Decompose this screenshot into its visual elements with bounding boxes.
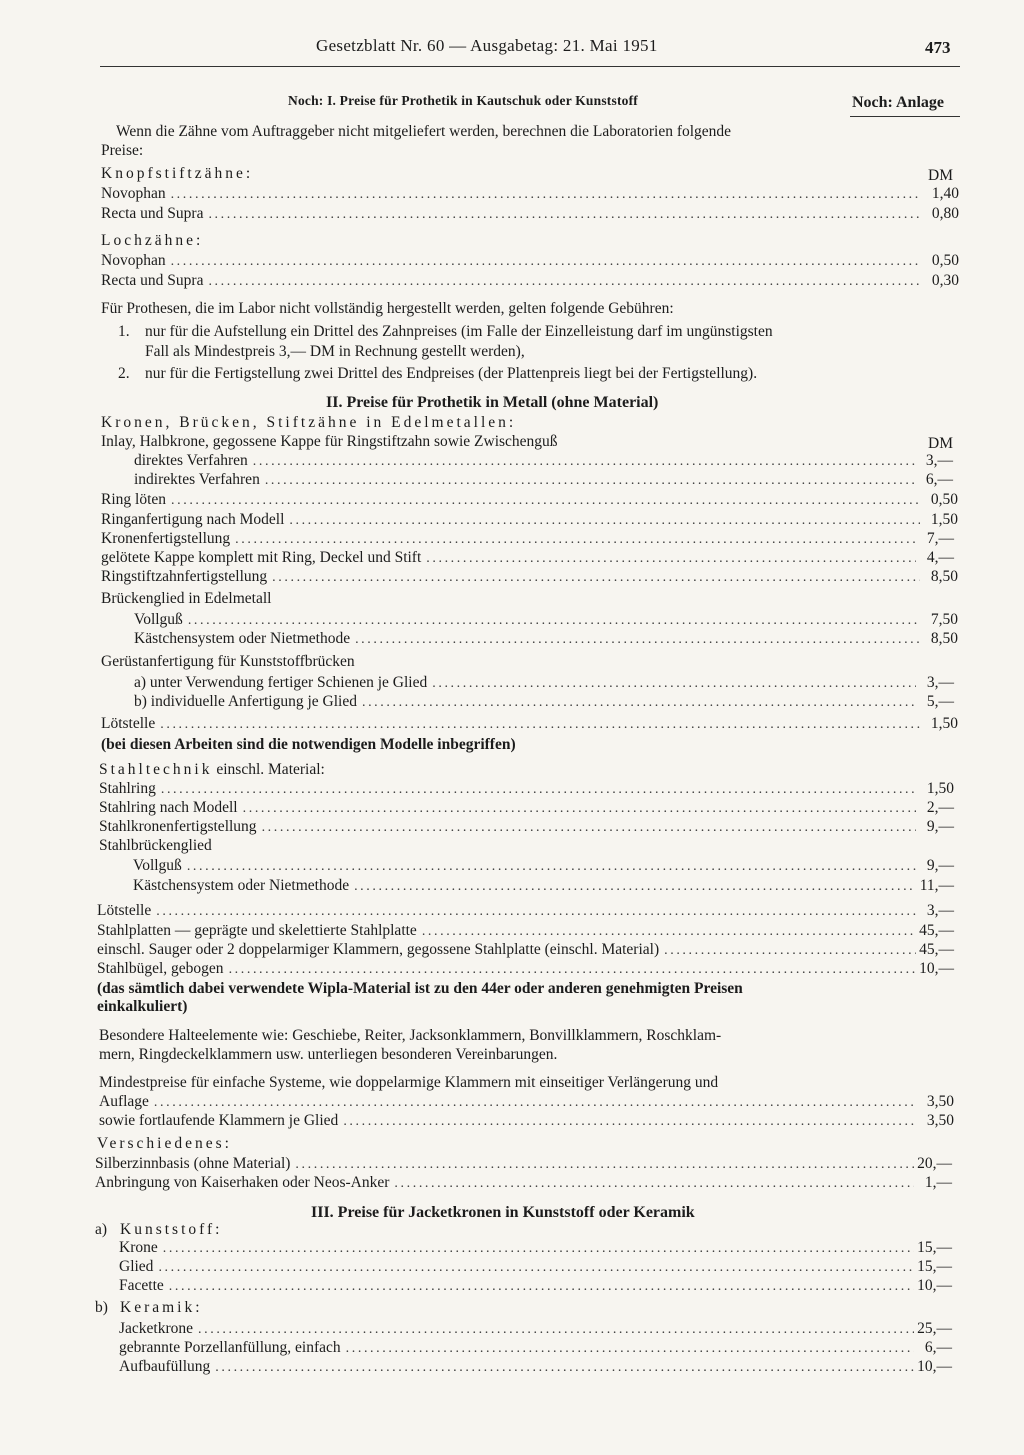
item-price: 1,50 [926,780,954,797]
item-label: Aufbaufüllung [119,1358,211,1375]
item-label: Novophan [101,252,166,269]
item-price: 1,50 [930,511,958,528]
brueckenglied-label: Brückenglied in Edelmetall [101,590,272,607]
verschiedenes-heading: Verschiedenes: [97,1135,232,1152]
price-row [97,923,954,941]
lochzaehne-heading: Lochzähne: [101,232,204,249]
kunststoff-heading: Kunststoff: [120,1221,223,1238]
list-number: 2. [118,365,130,382]
item-label: a) unter Verwendung fertiger Schienen je Glied [134,674,428,691]
item-price: 1,— [924,1174,952,1191]
currency-label: DM [928,167,953,184]
anlage-label: Noch: Anlage [852,94,944,111]
price-row [133,858,954,876]
item-price: 9,— [926,818,954,835]
item-label: direktes Verfahren [134,452,248,469]
item-price: 0,50 [930,491,958,508]
item-label: Stahlbügel, gebogen [97,960,224,977]
anlage-rule [850,116,960,117]
intro-text-line2: Preise: [101,142,144,159]
price-row [95,1156,952,1174]
price-row [101,273,959,291]
item-label: Ringanfertigung nach Modell [101,511,285,528]
item-label: Ring löten [101,491,167,508]
halteelemente-line2: mern, Ringdeckelklammern usw. unterliegen besonderen Vereinbarungen. [99,1046,558,1063]
item-label: Krone [119,1239,158,1256]
item-price: 10,— [917,1358,952,1375]
list-prefix: a) [95,1221,108,1238]
item-price: 6,— [925,471,953,488]
price-row [101,569,958,587]
price-row [97,903,954,921]
item-label: Jacketkrone [119,1320,194,1337]
price-row [134,472,953,490]
item-price: 3,— [926,902,954,919]
item-label: Auflage [99,1093,149,1110]
page-header [0,32,1024,62]
price-row [119,1340,952,1358]
item-label: Silberzinnbasis (ohne Material) [95,1155,291,1172]
section-2-title: II. Preise für Prothetik in Metall (ohne Material) [326,394,659,411]
item-price: 1,40 [931,185,959,202]
list-item-text: nur für die Fertigstellung zwei Drittel des Endpreises (der Plattenpreis liegt bei der Fertigstellung). [145,365,758,382]
item-price: 2,— [926,799,954,816]
price-row [95,1175,952,1193]
item-label: Stahlkronenfertigstellung [99,818,257,835]
item-label: Lötstelle [101,715,156,732]
item-label: Ringstiftzahnfertigstellung [101,568,268,585]
currency-label: DM [928,435,953,452]
item-price: 45,— [919,922,954,939]
item-label: Vollguß [133,857,182,874]
item-price: 10,— [919,960,954,977]
intro-text-line1: Wenn die Zähne vom Auftraggeber nicht mitgeliefert werden, berechnen die Laboratorien folgende [116,123,732,140]
price-row [101,531,954,549]
wipla-note-line1: (das sämtlich dabei verwendete Wipla-Material ist zu den 44er oder anderen genehmigten Preisen [97,980,743,997]
price-row [101,492,958,510]
item-price: 4,— [926,549,954,566]
price-row [97,942,954,960]
item-price: 8,50 [930,630,958,647]
price-row [119,1278,952,1296]
item-label: Stahlring nach Modell [99,799,238,816]
item-price: 9,— [926,857,954,874]
price-row [101,186,959,204]
item-label: Kästchensystem oder Nietmethode [134,630,351,647]
price-row [134,453,953,471]
knopfstift-heading: Knopfstiftzähne: [101,165,254,182]
item-price: 10,— [917,1277,952,1294]
section-1-title: Noch: I. Preise für Prothetik in Kautschuk oder Kunststoff [288,93,638,108]
item-label: Recta und Supra [101,205,204,222]
item-label: Stahlplatten — geprägte und skelettierte Stahlplatte [97,922,417,939]
item-price: 7,50 [930,611,958,628]
item-price: 3,— [926,674,954,691]
list-item-text: nur für die Aufstellung ein Drittel des Zahnpreises (im Falle der Einzelleistung darf im ungünstigsten [145,323,773,340]
item-price: 7,— [926,530,954,547]
price-row [101,253,959,271]
list-prefix: b) [95,1299,108,1316]
item-price: 45,— [919,941,954,958]
item-label: Kästchensystem oder Nietmethode [133,877,350,894]
item-label: Vollguß [134,611,183,628]
item-label: gelötete Kappe komplett mit Ring, Deckel und Stift [101,549,422,566]
list-item-text: Fall als Mindestpreis 3,— DM in Rechnung gestellt werden), [145,343,525,360]
price-row [134,612,958,630]
item-label: Recta und Supra [101,272,204,289]
header-rule [100,66,960,67]
item-label: sowie fortlaufende Klammern je Glied [99,1112,339,1129]
item-label: Novophan [101,185,166,202]
list-number: 1. [118,323,130,340]
mindestpreise-line1: Mindestpreise für einfache Systeme, wie doppelarmige Klammern mit einseitiger Verlängerung und [99,1074,719,1091]
price-row [101,550,954,568]
item-label: indirektes Verfahren [134,471,260,488]
price-row [119,1259,952,1277]
price-row [101,512,958,530]
item-label: Stahlring [99,780,156,797]
price-row [119,1359,952,1377]
item-label: Anbringung von Kaiserhaken oder Neos-Anker [95,1174,390,1191]
price-row [101,716,958,734]
item-price: 25,— [917,1320,952,1337]
item-label: Kronenfertigstellung [101,530,231,547]
item-label: einschl. Sauger oder 2 doppelarmiger Klammern, gegossene Stahlplatte (einschl. Material) [97,941,660,958]
price-row [134,631,958,649]
item-price: 3,— [925,452,953,469]
stahlbrueckenglied-label: Stahlbrückenglied [99,837,212,854]
item-price: 8,50 [930,568,958,585]
item-price: 3,50 [926,1093,954,1110]
item-price: 3,50 [926,1112,954,1129]
item-price: 6,— [924,1339,952,1356]
price-row [97,961,954,979]
item-price: 20,— [917,1155,952,1172]
price-row [99,781,954,799]
item-label: Glied [119,1258,154,1275]
price-row [119,1321,952,1339]
item-price: 0,50 [931,252,959,269]
item-label: Facette [119,1277,164,1294]
price-row [119,1240,952,1258]
item-price: 15,— [917,1258,952,1275]
item-price: 11,— [919,877,954,894]
item-price: 5,— [926,693,954,710]
modelle-note: (bei diesen Arbeiten sind die notwendigen Modelle inbegriffen) [101,736,516,753]
item-price: 0,80 [931,205,959,222]
stahltechnik-heading: Stahltechnik einschl. Material: [99,761,325,778]
item-label: b) individuelle Anfertigung je Glied [134,693,357,710]
inlay-label: Inlay, Halbkrone, gegossene Kappe für Ringstiftzahn sowie Zwischenguß [101,433,558,450]
price-row [99,1094,954,1112]
price-row [134,694,954,712]
keramik-heading: Keramik: [120,1299,203,1316]
geruest-label: Gerüstanfertigung für Kunststoffbrücken [101,653,355,670]
price-row [99,800,954,818]
price-row [99,1113,954,1131]
section-3-title: III. Preise für Jacketkronen in Kunststoff oder Keramik [311,1204,695,1221]
price-row [101,206,959,224]
price-row [133,878,954,896]
kronen-heading: Kronen, Brücken, Stiftzähne in Edelmetallen: [101,414,517,431]
price-row [99,819,954,837]
halteelemente-line1: Besondere Halteelemente wie: Geschiebe, Reiter, Jacksonklammern, Bonvillklammern, Roschklam- [99,1027,722,1044]
gazette-title: Gesetzblatt Nr. 60 — Ausgabetag: 21. Mai 1951 [316,36,658,55]
item-price: 0,30 [931,272,959,289]
page-number: 473 [925,38,951,57]
wipla-note-line2: einkalkuliert) [97,998,188,1015]
item-label: gebrannte Porzellanfüllung, einfach [119,1339,341,1356]
item-price: 1,50 [930,715,958,732]
prothesen-intro: Für Prothesen, die im Labor nicht vollständig hergestellt werden, gelten folgende Gebühren: [101,300,674,317]
item-label: Lötstelle [97,902,152,919]
item-price: 15,— [917,1239,952,1256]
price-row [134,675,954,693]
